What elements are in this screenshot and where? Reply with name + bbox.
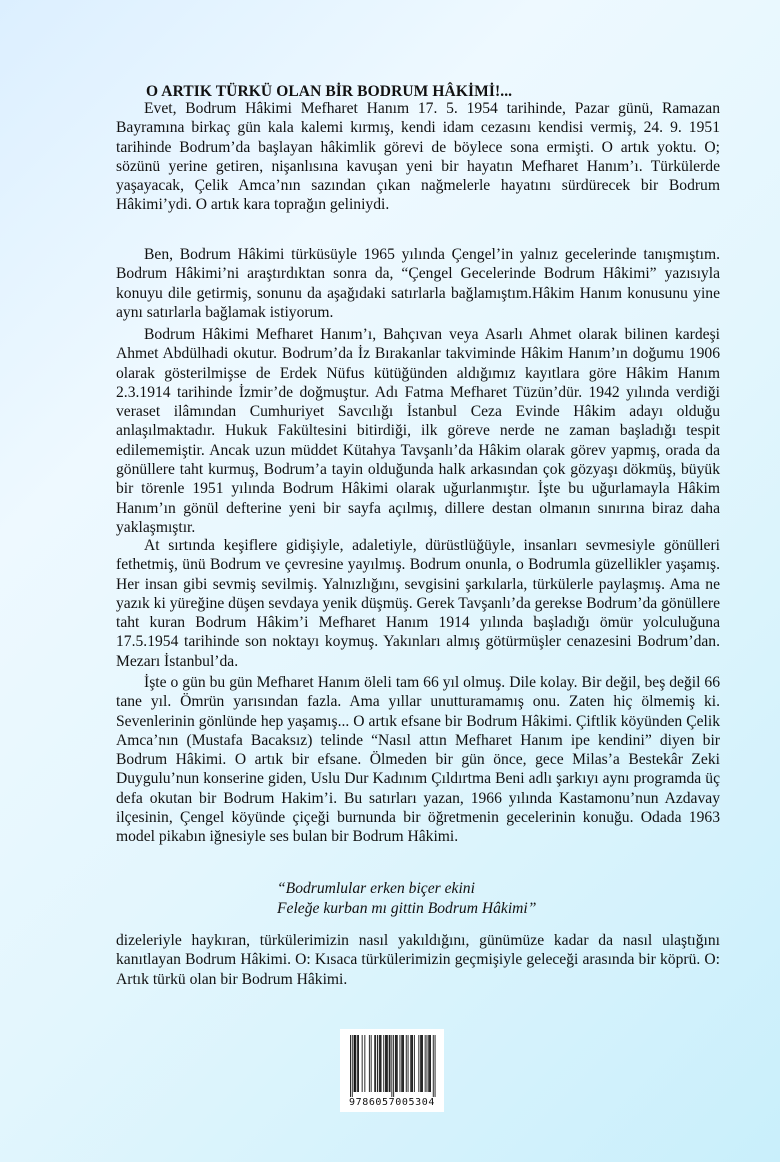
barcode-bar <box>391 1035 392 1097</box>
barcode-bar <box>403 1035 404 1092</box>
barcode-bar <box>364 1035 365 1092</box>
paragraph-2: Ben, Bodrum Hâkimi türküsüyle 1965 yılında Çengel’in yalnız gecelerinde tanışmıştım. Bodrum Hâkimi’ni araştırdıktan sonra da, “Çengel Gecelerinde Bodrum Hâkimi” yazısıyla konuyu dile getirmiş, sonunu da aşağıdaki satırlarla bağlamıştım.Hâkim Hanım konusunu yine aynı satırlarla bağlamak istiyorum. <box>116 246 720 321</box>
barcode-bar <box>354 1035 355 1092</box>
barcode-bar <box>414 1035 415 1092</box>
barcode-bar <box>352 1035 353 1097</box>
barcode-bar <box>389 1035 390 1092</box>
barcode-bar <box>412 1035 413 1092</box>
barcode-bar <box>375 1035 376 1092</box>
paragraph-4: At sırtında keşiflere gidişiyle, adaletiyle, dürüstlüğüyle, insanları sevmesiyle gönülleri fethetmiş, ünü Bodrum ve çevresine yayılmış. Bodrum onunla, o Bodrumla güzellikler yaşamış. Her insan gibi sevmiş sevilmiş. Yalnızlığını, sevgisini şarkılarla, türkülerle paylaşmış. Ama ne yazık ki yüreğine düşen sevdaya yenik düşmüş. Gerek Tavşanlı’da gerekse Bodrum’da gönüllere taht kuran Bodrum Hâkim’i Mefharet Hanım 1914 yılında başladığı ömür yolculuğuna 17.5.1954 tarihinde son noktayı koymuş. Yakınları almış götürmüşler cenazesini Bodrum’dan. Mezarı İstanbul’da. <box>116 537 720 670</box>
barcode-bar <box>385 1035 386 1092</box>
barcode-bar <box>428 1035 429 1092</box>
barcode-bar <box>390 1035 391 1092</box>
barcode-bars <box>340 1029 444 1097</box>
barcode-bar <box>429 1035 430 1092</box>
page-title: O ARTIK TÜRKÜ OLAN BİR BODRUM HÂKİMİ!... <box>146 83 513 100</box>
barcode-bar <box>420 1035 421 1092</box>
barcode-bar <box>379 1035 380 1092</box>
paragraph-5: İşte o gün bu gün Mefharet Hanım öleli tam 66 yıl olmuş. Dile kolay. Bir değil, beş değil 66 tane yıl. Ömrün yarısından fazla. Ama yıllar unutturamamış onu. Zaten hiç ölmemiş ki. Sevenlerinin gönlünde hep yaşamış... O artık efsane bir Bodrum Hâkimi. Çiftlik köyünden Çelik Amca’nın (Mustafa Bacaksız) telinde “Nasıl attın Mefharet Hanım ipe kendini” diyen bir Bodrum Hâkimi. O artık bir efsane. Ölmeden bir gün önce, gece Milas’a Bestekâr Zeki Duygulu’nun konserine giden, Uslu Dur Kadınım Çıldırtma Beni adlı şarkıyı aynı programda üç defa okutan bir Bodrum Hakim’i. Bu satırları yazan, 1966 yılında Kastamonu’nun Azdavay ilçesinin, Çengel köyünde çiçeği burnunda bir öğretmenin gecelerinin konuğu. Odada 1963 model pikabın iğnesiyle ses bulan bir Bodrum Hâkimi. <box>116 674 720 846</box>
barcode-bar <box>355 1035 356 1092</box>
verse-line-1: “Bodrumlular erken biçer ekini <box>277 880 475 897</box>
barcode-bar <box>374 1035 375 1092</box>
barcode-bar <box>380 1035 381 1092</box>
barcode-bar <box>427 1035 428 1092</box>
barcode-bar <box>358 1035 359 1092</box>
barcode-bar <box>397 1035 398 1092</box>
barcode-bar <box>400 1035 401 1092</box>
barcode-bar <box>406 1035 407 1092</box>
barcode-bar <box>418 1035 419 1092</box>
paragraph-1: Evet, Bodrum Hâkimi Mefharet Hanım 17. 5. 1954 tarihinde, Pazar günü, Ramazan Bayramına birkaç gün kala kalemi kırmış, kendi idam cezasını kendisi vermiş, 24. 9. 1951 tarihinde Bodrum’da başlayan hâkimlik görevi de böylece sona ermişti. O artık yoktu. O; sözünü yerine getiren, nişanlısına kavuşan yeni bir hayatın Mefharet Hanım’ı. Türkülerde yaşayacak, Çelik Amca’nın sazından çıkan nağmelerle hayatını sürdürecek bir Bodrum Hâkimi’ydi. O artık kara toprağın geliniydi. <box>116 100 720 214</box>
barcode-bar <box>425 1035 426 1092</box>
quoted-verse <box>277 879 536 918</box>
barcode-bar <box>381 1035 382 1092</box>
barcode-bar <box>369 1035 370 1092</box>
paragraph-3: Bodrum Hâkimi Mefharet Hanım’ı, Bahçıvan veya Asarlı Ahmet olarak bilinen kardeşi Ahmet Abdülhadi okutur. Bodrum’da İz Bırakanlar takviminde Hâkim Hanım’ın doğumu 1906 olarak gösterilmişse de Erdek Nüfus kütüğünden aldığımız kayıtlara göre Hâkim Hanım 2.3.1914 tarihinde İzmir’de doğmuştur. Adı Fatma Mefharet Tüzün’dür. 1942 yılında verdiği veraset ilâmından Cumhuriyet Savcılığı İstanbul Ceza Evinde Hâkim adayı olduğu anlaşılmaktadır. Hukuk Fakültesini bitirdiği, ilk göreve nerde ne zaman başladığı tespit edilememiştir. Ancak uzun müddet Kütahya Tavşanlı’da Hâkim olarak görev yapmış, orada da gönüllere taht kurmuş, Bodrum’a tayin olduğunda halk arkasından çok gözyaşı dökmüş, büyük bir törenle 1951 yılında Bodrum Hâkimi olarak uğurlanmıştır. İşte bu uğurlamayla Hâkim Hanım’ın gönül defterine yeni bir sayfa açılmış, dillere destan olmanın sınırına biraz daha yaklaşmıştır. <box>116 326 720 536</box>
barcode-bar <box>401 1035 402 1092</box>
barcode-bar <box>387 1035 388 1092</box>
barcode-bar <box>430 1035 431 1092</box>
isbn-barcode <box>340 1029 444 1112</box>
barcode-bar <box>433 1035 434 1097</box>
barcode-bar <box>355 1035 356 1092</box>
barcode-bar <box>435 1035 436 1097</box>
barcode-bar <box>421 1035 422 1092</box>
barcode-bar <box>410 1035 411 1092</box>
closing-paragraph: dizeleriyle haykıran, türkülerimizin nasıl yakıldığını, günümüze kadar da nasıl ulaştığını kanıtlayan Bodrum Hâkimi. O: Kısaca türkülerimizin geçmişiyle geleceği arasında bir köprü. O: Artık türkü olan bir Bodrum Hâkimi. <box>116 932 720 988</box>
barcode-bar <box>408 1035 409 1092</box>
barcode-bar <box>362 1035 363 1092</box>
barcode-bar <box>395 1035 396 1092</box>
verse-line-2: Feleğe kurban mı gittin Bodrum Hâkimi” <box>277 899 537 917</box>
barcode-bar <box>383 1035 384 1092</box>
barcode-number: 9786057005304 <box>348 1097 436 1108</box>
barcode-bar <box>402 1035 403 1092</box>
barcode-bar <box>350 1035 351 1097</box>
barcode-bar <box>386 1035 387 1092</box>
barcode-bar <box>396 1035 397 1092</box>
barcode-bar <box>422 1035 423 1092</box>
barcode-bar <box>357 1035 358 1092</box>
barcode-bar <box>371 1035 372 1092</box>
barcode-bar <box>411 1035 412 1092</box>
barcode-bar <box>393 1035 394 1097</box>
barcode-bar <box>377 1035 378 1092</box>
